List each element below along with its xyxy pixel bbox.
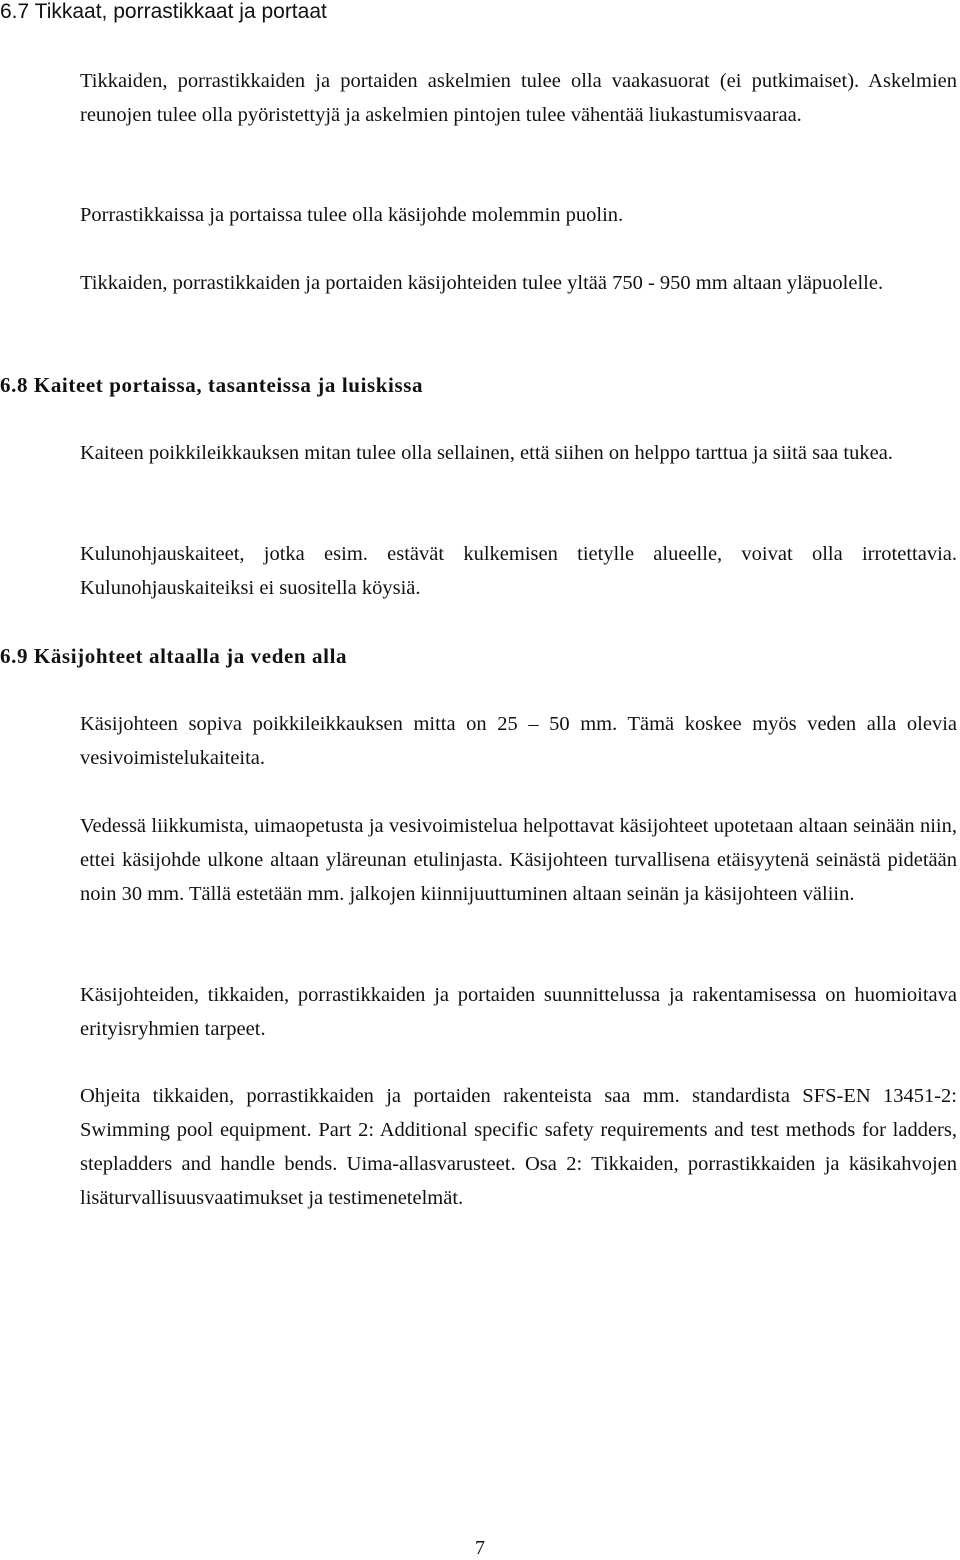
paragraph-6-7-handrail-sides: Porrastikkaissa ja portaissa tulee olla käsijohde molemmin puolin. [80,204,624,226]
paragraph-6-9-special-groups: Käsijohteiden, tikkaiden, porrastikkaiden ja portaiden suunnittelussa ja rakentamisessa on huomioitava erityisryhmien tarpeet. [80,984,957,1040]
page-number: 7 [475,1537,485,1559]
paragraph-6-8-guide-railings: Kulunohjauskaiteet, jotka esim. estävät kulkemisen tietylle alueelle, voivat olla irrotettavia. Kulunohjauskaiteiksi ei suositella köysiä. [80,543,957,599]
paragraph-6-7-steps: Tikkaiden, porrastikkaiden ja portaiden askelmien tulee olla vaakasuorat (ei putkimaiset). Askelmien reunojen tulee olla pyöristettyjä ja askelmien pintojen tulee vähentää liukastumisvaaraa. [80,70,957,126]
paragraph-6-9-recessed-handrails: Vedessä liikkumista, uimaopetusta ja vesivoimistelua helpottavat käsijohteet upotetaan altaan seinään niin, ettei käsijohde ulkone altaan yläreunan etulinjasta. Käsijohteen turvallisena etäisyytenä seinästä pidetään noin 30 mm. Tällä estetään mm. jalkojen kiinnijuuttuminen altaan seinän ja käsijohteen väliin. [80,815,957,905]
paragraph-6-8-railing-cross-section: Kaiteen poikkileikkauksen mitan tulee olla sellainen, että siihen on helppo tarttua ja siitä saa tukea. [80,442,893,464]
section-heading-6-7: 6.7 Tikkaat, porrastikkaat ja portaat [0,0,327,23]
section-heading-6-8: 6.8 Kaiteet portaissa, tasanteissa ja luiskissa [0,373,424,397]
paragraph-6-7-handrail-height: Tikkaiden, porrastikkaiden ja portaiden käsijohteiden tulee yltää 750 - 950 mm altaan yläpuolelle. [80,272,884,294]
paragraph-6-9-handrail-size: Käsijohteen sopiva poikkileikkauksen mitta on 25 – 50 mm. Tämä koskee myös veden alla olevia vesivoimistelukaiteita. [80,713,957,769]
paragraph-6-9-standard-reference: Ohjeita tikkaiden, porrastikkaiden ja portaiden rakenteista saa mm. standardista SFS-EN 13451-2: Swimming pool equipment. Part 2: Additional specific safety requirements and test methods for ladders, stepladders and handle bends. Uima-allasvarusteet. Osa 2: Tikkaiden, porrastikkaiden ja käsikahvojen lisäturvallisuusvaatimukset ja testimenetelmät. [80,1085,957,1209]
section-heading-6-9: 6.9 Käsijohteet altaalla ja veden alla [0,644,348,668]
